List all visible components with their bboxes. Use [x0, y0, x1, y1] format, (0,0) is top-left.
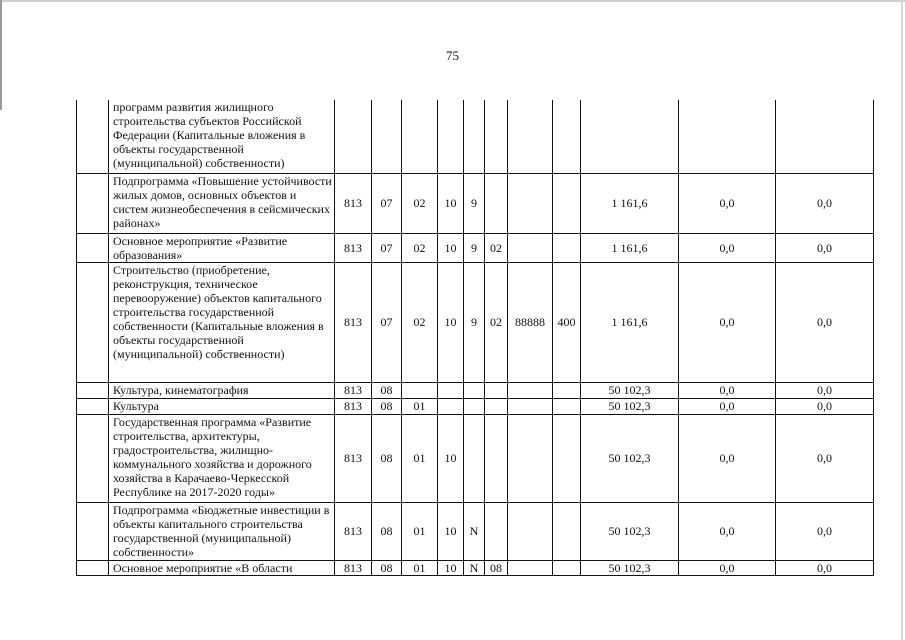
table-row [77, 100, 874, 173]
table-row [77, 560, 874, 575]
cell-v2: 0,0 [679, 414, 776, 502]
cell-c4: 10 [438, 414, 464, 502]
cell-v1: 1 161,6 [581, 262, 679, 382]
cell-c2: 08 [372, 382, 402, 398]
cell-c4 [438, 382, 464, 398]
item-name-cell: Основное мероприятие «В области [109, 560, 335, 575]
cell-c1: 813 [335, 560, 372, 575]
cell-c3: 02 [402, 233, 438, 262]
cell-v1: 50 102,3 [581, 502, 679, 560]
cell-v3: 0,0 [776, 502, 874, 560]
cell-c1: 813 [335, 414, 372, 502]
cell-v2: 0,0 [679, 173, 776, 233]
cell-c4: 10 [438, 262, 464, 382]
cell-c1: 813 [335, 398, 372, 414]
cell-c5 [464, 100, 485, 173]
cell-v3: 0,0 [776, 398, 874, 414]
cell-c5 [464, 382, 485, 398]
cell-v2: 0,0 [679, 398, 776, 414]
cell-v2: 0,0 [679, 262, 776, 382]
row-number-cell [77, 398, 109, 414]
row-number-cell [77, 100, 109, 173]
row-number-cell [77, 173, 109, 233]
item-name-cell: Подпрограмма «Повышение устойчивости жилых домов, основных объектов и систем жизнеобеспечения в сейсмических районах» [109, 173, 335, 233]
cell-c8 [553, 173, 581, 233]
cell-c7 [508, 502, 553, 560]
cell-c1: 813 [335, 502, 372, 560]
cell-v1: 50 102,3 [581, 398, 679, 414]
cell-c8 [553, 100, 581, 173]
cell-c6: 08 [485, 560, 508, 575]
cell-c3: 02 [402, 262, 438, 382]
cell-c6 [485, 100, 508, 173]
cell-c5 [464, 414, 485, 502]
cell-v1 [581, 100, 679, 173]
item-name-cell: Подпрограмма «Бюджетные инвестиции в объекты капитального строительства государственной (муниципальной) собственности» [109, 502, 335, 560]
cell-c4: 10 [438, 233, 464, 262]
cell-c3 [402, 382, 438, 398]
cell-v3: 0,0 [776, 414, 874, 502]
cell-c5: 9 [464, 173, 485, 233]
cell-v1: 50 102,3 [581, 560, 679, 575]
cell-v3: 0,0 [776, 382, 874, 398]
cell-c2: 08 [372, 502, 402, 560]
cell-c2: 08 [372, 560, 402, 575]
cell-c2: 08 [372, 414, 402, 502]
cell-c6 [485, 398, 508, 414]
cell-c7 [508, 173, 553, 233]
cell-v3: 0,0 [776, 233, 874, 262]
cell-v2: 0,0 [679, 382, 776, 398]
cell-c2: 07 [372, 173, 402, 233]
item-name-cell: Культура [109, 398, 335, 414]
cell-c6 [485, 173, 508, 233]
cell-c2: 08 [372, 398, 402, 414]
cell-c7 [508, 560, 553, 575]
cell-c2 [372, 100, 402, 173]
item-name-cell: Государственная программа «Развитие строительства, архитектуры, градостроительства, жилищно-коммунального хозяйства и дорожного хозяйства в Карачаево-Черкесской Республике на 2017-2020 годы» [109, 414, 335, 502]
cell-c8 [553, 233, 581, 262]
item-name-cell: Строительство (приобретение, реконструкция, техническое перевооружение) объектов капитального строительства государственной собственности (Капитальные вложения в объекты государственной (муниципальной) собственности) [109, 262, 335, 382]
cell-c3: 01 [402, 560, 438, 575]
cell-c5 [464, 398, 485, 414]
cell-c6: 02 [485, 233, 508, 262]
scan-edge-top [0, 0, 905, 2]
cell-c8 [553, 398, 581, 414]
row-number-cell [77, 262, 109, 382]
table-row [77, 502, 874, 560]
page-number: 75 [446, 48, 459, 63]
cell-v2: 0,0 [679, 560, 776, 575]
cell-v3: 0,0 [776, 262, 874, 382]
cell-v3: 0,0 [776, 560, 874, 575]
cell-c1 [335, 100, 372, 173]
cell-v3 [776, 100, 874, 173]
cell-c7 [508, 382, 553, 398]
cell-c5: 9 [464, 262, 485, 382]
cell-c3: 01 [402, 398, 438, 414]
cell-v1: 1 161,6 [581, 173, 679, 233]
table-row [77, 398, 874, 414]
cell-c7 [508, 398, 553, 414]
cell-c3 [402, 100, 438, 173]
row-number-cell [77, 382, 109, 398]
cell-c6 [485, 502, 508, 560]
cell-c4: 10 [438, 560, 464, 575]
cell-c8 [553, 382, 581, 398]
row-number-cell [77, 560, 109, 575]
cell-c6: 02 [485, 262, 508, 382]
cell-c6 [485, 414, 508, 502]
budget-table [76, 100, 874, 576]
table-row [77, 262, 874, 382]
cell-c3: 02 [402, 173, 438, 233]
cell-v3: 0,0 [776, 173, 874, 233]
cell-c1: 813 [335, 262, 372, 382]
item-name-cell: Культура, кинематография [109, 382, 335, 398]
table-row [77, 414, 874, 502]
cell-v2 [679, 100, 776, 173]
cell-c4: 10 [438, 502, 464, 560]
table-row [77, 173, 874, 233]
cell-v1: 1 161,6 [581, 233, 679, 262]
cell-c7: 88888 [508, 262, 553, 382]
row-number-cell [77, 502, 109, 560]
cell-c1: 813 [335, 382, 372, 398]
cell-c5: 9 [464, 233, 485, 262]
cell-c8 [553, 502, 581, 560]
cell-v1: 50 102,3 [581, 382, 679, 398]
cell-c8: 400 [553, 262, 581, 382]
cell-c4: 10 [438, 173, 464, 233]
cell-v2: 0,0 [679, 502, 776, 560]
cell-c5: N [464, 502, 485, 560]
cell-c5: N [464, 560, 485, 575]
table-row [77, 382, 874, 398]
cell-c7 [508, 100, 553, 173]
cell-c6 [485, 382, 508, 398]
cell-c4 [438, 100, 464, 173]
cell-c2: 07 [372, 262, 402, 382]
cell-v1: 50 102,3 [581, 414, 679, 502]
cell-c3: 01 [402, 502, 438, 560]
cell-c7 [508, 414, 553, 502]
item-name-cell: Основное мероприятие «Развитие образования» [109, 233, 335, 262]
cell-c3: 01 [402, 414, 438, 502]
cell-c1: 813 [335, 173, 372, 233]
table-row [77, 233, 874, 262]
cell-c8 [553, 414, 581, 502]
cell-c4 [438, 398, 464, 414]
cell-c2: 07 [372, 233, 402, 262]
scan-edge-right [901, 0, 903, 640]
item-name-cell: программ развития жилищного строительства субъектов Российской Федерации (Капитальные вложения в объекты государственной (муниципальной) собственности) [109, 100, 335, 173]
row-number-cell [77, 233, 109, 262]
row-number-cell [77, 414, 109, 502]
cell-v2: 0,0 [679, 233, 776, 262]
cell-c8 [553, 560, 581, 575]
cell-c7 [508, 233, 553, 262]
cell-c1: 813 [335, 233, 372, 262]
